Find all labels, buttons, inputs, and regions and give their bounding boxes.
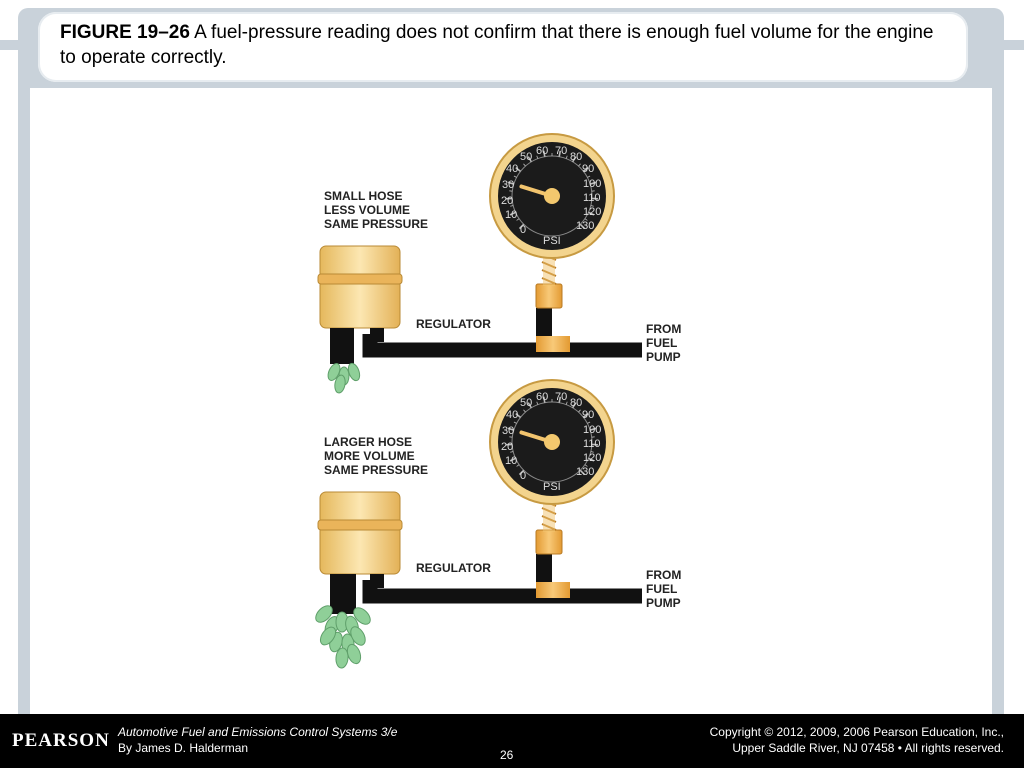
bottom-gauge-num-50: 50 <box>520 397 533 409</box>
top-gauge-num-0: 0 <box>520 224 527 236</box>
bottom-gauge-num-60: 60 <box>536 391 549 403</box>
top-hose-label-2: LESS VOLUME <box>324 203 411 217</box>
bottom-hose-label-3: SAME PRESSURE <box>324 463 429 477</box>
top-gauge-num-70: 70 <box>555 145 568 157</box>
bottom-regulator-body <box>320 492 400 574</box>
bottom-gauge-num-130: 130 <box>576 466 595 478</box>
frame-tab-right <box>1004 40 1024 50</box>
bottom-hose-label-2: MORE VOLUME <box>324 449 415 463</box>
top-gauge-num-100: 100 <box>583 178 602 190</box>
bottom-source-label-2: FUEL <box>646 582 678 596</box>
bottom-source-label-3: PUMP <box>646 596 681 610</box>
bottom-assembly <box>313 380 682 668</box>
book-title: Automotive Fuel and Emissions Control Systems 3/e <box>118 725 398 739</box>
figure-number: FIGURE 19–26 <box>60 22 190 43</box>
top-gauge-num-60: 60 <box>536 145 549 157</box>
top-gauge-num-110: 110 <box>583 192 601 204</box>
bottom-gauge-num-10: 10 <box>505 455 518 467</box>
copyright-line-1: Copyright © 2012, 2009, 2006 Pearson Education, Inc., <box>709 725 1004 739</box>
caption-text: A fuel-pressure reading does not confirm that there is enough fuel volume for the engine to operate correctly. <box>60 22 934 68</box>
bottom-gauge-num-80: 80 <box>570 397 583 409</box>
top-assembly <box>318 134 681 394</box>
frame-tab-left <box>0 40 18 50</box>
bottom-tee-fitting <box>536 582 570 598</box>
bottom-fuel-line <box>370 580 642 596</box>
bottom-gauge-num-0: 0 <box>520 470 527 482</box>
footer-bar <box>0 714 1024 768</box>
bottom-gauge-num-70: 70 <box>555 391 568 403</box>
bottom-regulator-label: REGULATOR <box>416 561 491 575</box>
top-source-label-1: FROM <box>646 322 682 336</box>
bottom-gauge-unit: PSI <box>543 481 561 493</box>
bottom-gauge-num-110: 110 <box>583 438 601 450</box>
bottom-gauge-num-90: 90 <box>582 409 595 421</box>
top-gauge-num-20: 20 <box>501 195 514 207</box>
top-gauge-unit: PSI <box>543 235 561 247</box>
top-hose-label-1: SMALL HOSE <box>324 189 403 203</box>
bottom-hose-label-1: LARGER HOSE <box>324 435 413 449</box>
author: By James D. Halderman <box>118 741 249 755</box>
page-number: 26 <box>500 748 514 762</box>
copyright-line-2: Upper Saddle River, NJ 07458 • All rights reserved. <box>732 741 1004 755</box>
bottom-source-label-1: FROM <box>646 568 682 582</box>
top-source-label-3: PUMP <box>646 350 681 364</box>
top-fuel-line <box>370 334 642 350</box>
bottom-fuel-spray <box>313 603 374 669</box>
top-gauge-num-30: 30 <box>502 179 515 191</box>
bottom-gauge-num-40: 40 <box>506 409 519 421</box>
top-gauge-num-90: 90 <box>582 163 595 175</box>
top-fuel-spray <box>326 362 362 394</box>
top-gauge-num-130: 130 <box>576 220 595 232</box>
bottom-gauge-num-100: 100 <box>583 424 602 436</box>
top-hose-label-3: SAME PRESSURE <box>324 217 429 231</box>
top-tee-fitting <box>536 336 570 352</box>
top-gauge-num-120: 120 <box>583 206 602 218</box>
top-gauge-num-50: 50 <box>520 151 533 163</box>
bottom-gauge-num-30: 30 <box>502 425 515 437</box>
top-source-label-2: FUEL <box>646 336 678 350</box>
bottom-gauge-num-120: 120 <box>583 452 602 464</box>
top-gauge-num-80: 80 <box>570 151 583 163</box>
bottom-gauge-num-20: 20 <box>501 441 514 453</box>
top-gauge-num-40: 40 <box>506 163 519 175</box>
fuel-pressure-diagram <box>300 128 720 688</box>
figure-caption <box>60 20 940 70</box>
top-regulator-label: REGULATOR <box>416 317 491 331</box>
pearson-logo: PEARSON <box>12 730 110 751</box>
top-gauge-num-10: 10 <box>505 209 518 221</box>
top-regulator-body <box>320 246 400 328</box>
